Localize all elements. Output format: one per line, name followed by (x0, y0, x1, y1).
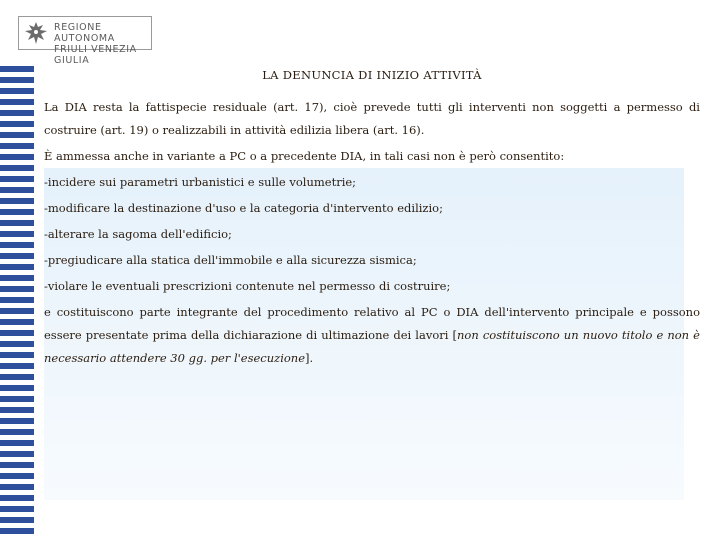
final-tail: ]. (305, 351, 314, 365)
final-italic-note: non costituiscono un nuovo titolo e non è necessario attendere 30 gg. per l'esecuzione (44, 328, 700, 365)
final-text: e costituiscono parte integrante del procedimento relativo al PC o DIA dell'intervento principale e possono essere presentate prima della dichiarazione di ultimazione dei lavori [ (44, 305, 700, 342)
paragraph-variant: È ammessa anche in variante a PC o a precedente DIA, in tali casi non è però consentito: (44, 149, 565, 163)
logo-line-2: FRIULI VENEZIA GIULIA (54, 44, 137, 66)
paragraph-final (44, 301, 700, 370)
list-item: -pregiudicare alla statica dell'immobile e alla sicurezza sismica; (44, 253, 417, 267)
decorative-stripes (0, 66, 34, 536)
logo-text (54, 22, 151, 66)
eagle-emblem-icon (23, 20, 49, 46)
paragraph-intro: La DIA resta la fattispecie residuale (art. 17), cioè prevede tutti gli interventi non soggetti a permesso di costruire (art. 19) o realizzabili in attività edilizia libera (art. 16). (44, 100, 700, 137)
list-item: -incidere sui parametri urbanistici e sulle volumetrie; (44, 175, 357, 189)
list-item: -modificare la destinazione d'uso e la categoria d'intervento edilizio; (44, 201, 443, 215)
list-item: -alterare la sagoma dell'edificio; (44, 227, 232, 241)
page-title: LA DENUNCIA DI INIZIO ATTIVITÀ (262, 68, 482, 82)
logo-line-1: REGIONE AUTONOMA (54, 22, 115, 44)
list-item: -violare le eventuali prescrizioni contenute nel permesso di costruire; (44, 279, 451, 293)
slide-content (44, 68, 700, 370)
region-logo (18, 16, 152, 66)
